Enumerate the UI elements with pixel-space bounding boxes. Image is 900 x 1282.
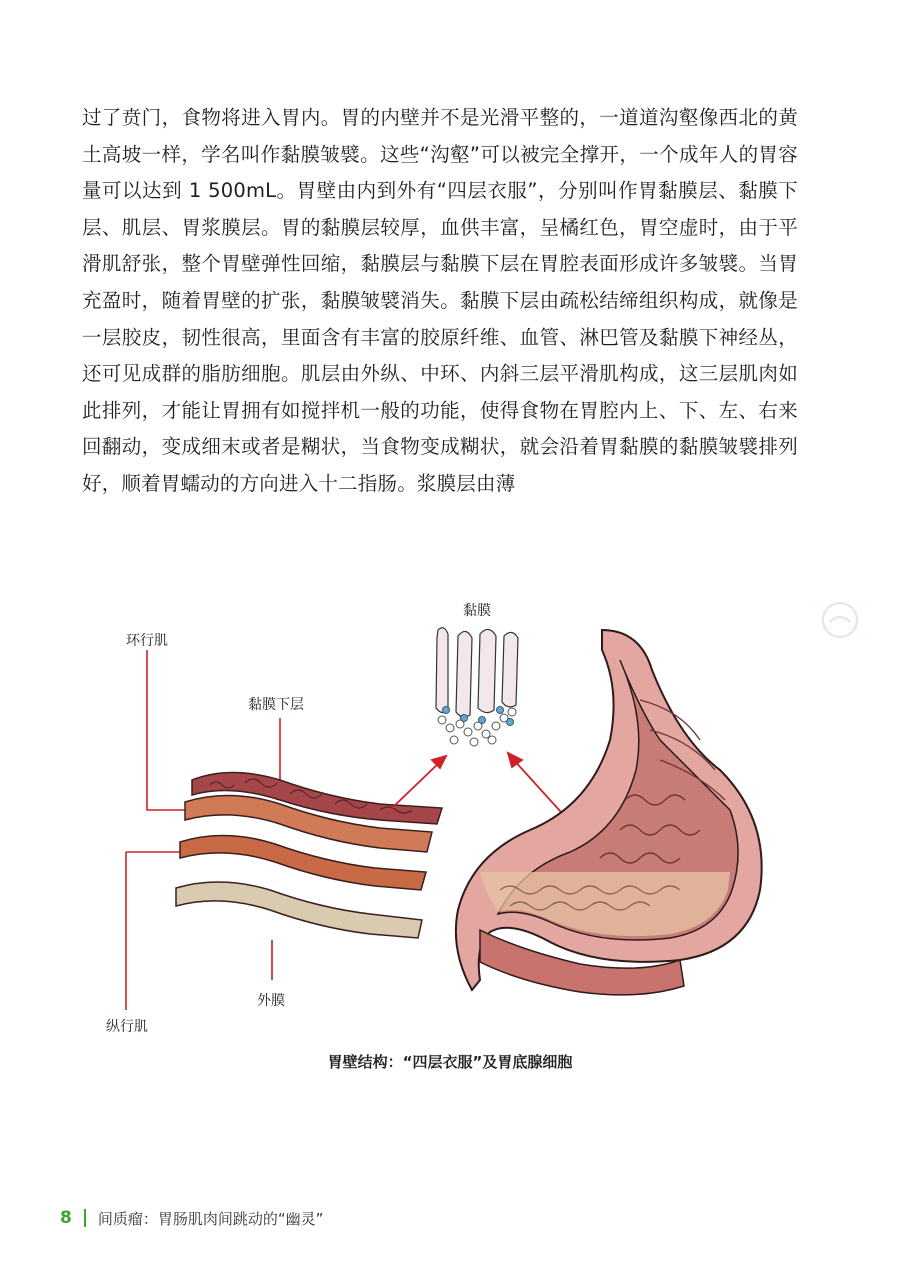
label-longitudinal-muscle: 纵行肌 — [106, 1019, 148, 1035]
stomach-wall-illustration — [80, 590, 820, 1030]
page-footer — [60, 1206, 323, 1230]
serosa-layer — [176, 882, 422, 938]
footer-title: 间质瘤：胃肠肌肉间跳动的“幽灵” — [97, 1209, 324, 1228]
footer-separator — [84, 1209, 86, 1227]
figure-caption: 胃壁结构：“四层衣服”及胃底腺细胞 — [327, 1053, 573, 1071]
label-mucosa: 黏膜 — [463, 603, 491, 619]
page-number: 8 — [60, 1208, 72, 1228]
label-circular-muscle: 环行肌 — [126, 633, 168, 649]
gastric-gland-cluster — [436, 628, 518, 746]
decorative-circle-icon — [820, 600, 860, 640]
label-serosa: 外膜 — [257, 993, 285, 1009]
body-paragraph: 过了贲门，食物将进入胃内。胃的内壁并不是光滑平整的，一道道沟壑像西北的黄土高坡一样，学名叫作黏膜皱襞。这些“沟壑”可以被完全撑开，一个成年人的胃容量可以达到 1 500mL。胃壁由内到外有“四层衣服”，分别叫作胃黏膜层、黏膜下层、肌层、胃浆膜层。胃的黏膜层较厚，血供丰富，呈橘红色，胃空虚时，由于平滑肌舒张，整个胃壁弹性回缩，黏膜层与黏膜下层在胃腔表面形成许多皱襞。当胃充盈时，随着胃壁的扩张，黏膜皱襞消失。黏膜下层由疏松结缔组织构成，就像是一层胶皮，韧性很高，里面含有丰富的胶原纤维、血管、淋巴管及黏膜下神经丛，还可见成群的脂肪细胞。肌层由外纵、中环、内斜三层平滑肌构成，这三层肌肉如此排列，才能让胃拥有如搅拌机一般的功能，使得食物在胃腔内上、下、左、右来回翻动，变成细末或者是糊状，当食物变成糊状，就会沿着胃黏膜的黏膜皱襞排列好，顺着胃蠕动的方向进入十二指肠。浆膜层由薄 — [82, 106, 798, 495]
stomach-wall-figure — [80, 590, 820, 1035]
label-submucosa: 黏膜下层 — [248, 697, 304, 713]
stomach-illustration — [456, 630, 762, 995]
